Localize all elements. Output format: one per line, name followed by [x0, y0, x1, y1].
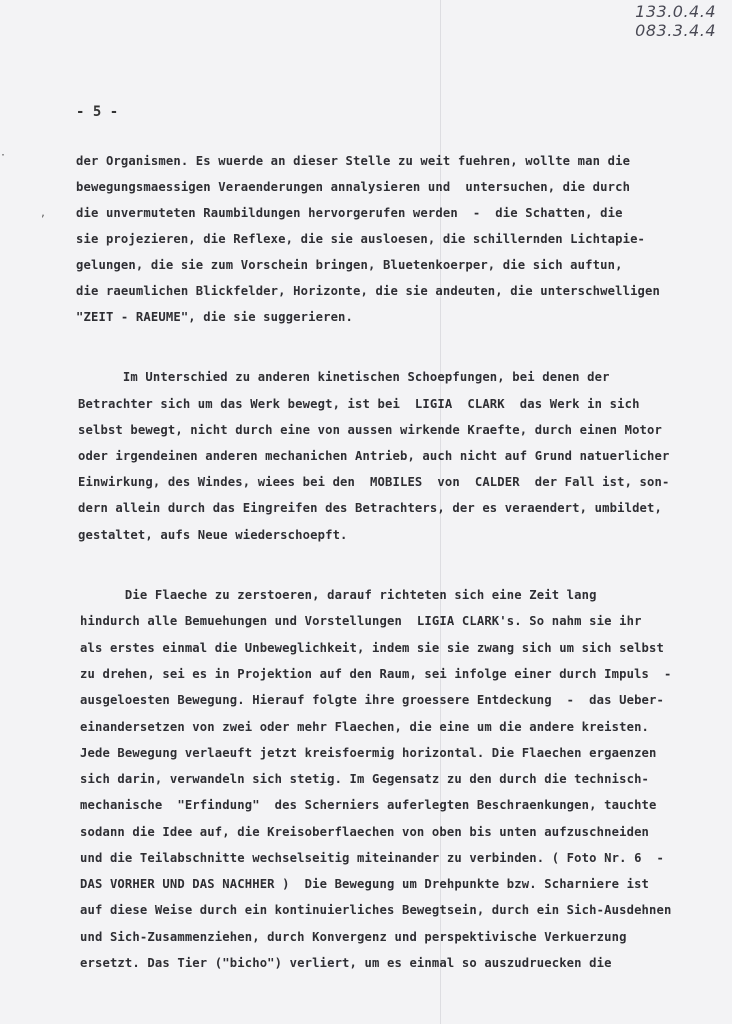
margin-mark: ‚: [40, 208, 47, 219]
archive-code-line-1: 133.0.4.4: [635, 2, 716, 21]
text-line: und Sich-Zusammenziehen, durch Konvergenz und perspektivische Verkuerzung: [80, 930, 627, 944]
text-line: ausgeloesten Bewegung. Hierauf folgte ihre groessere Entdeckung - das Ueber-: [80, 693, 665, 707]
text-line: Betrachter sich um das Werk bewegt, ist bei LIGIA CLARK das Werk in sich: [78, 397, 640, 411]
text-line: einandersetzen von zwei oder mehr Flaechen, die eine um die andere kreisten.: [80, 720, 650, 734]
text-line: "ZEIT - RAEUME", die sie suggerieren.: [76, 310, 354, 324]
text-line: die unvermuteten Raumbildungen hervorgerufen werden - die Schatten, die: [76, 206, 623, 220]
text-line: sie projezieren, die Reflexe, die sie ausloesen, die schillernden Lichtapie-: [76, 232, 646, 246]
text-line: die raeumlichen Blickfelder, Horizonte, die sie andeuten, die unterschwelligen: [76, 284, 661, 298]
text-line: sich darin, verwandeln sich stetig. Im Gegensatz zu den durch die technisch-: [80, 772, 650, 786]
text-line: ersetzt. Das Tier ("bicho") verliert, um es einmal so auszudruecken die: [80, 956, 612, 970]
text-line: Jede Bewegung verlaeuft jetzt kreisfoermig horizontal. Die Flaechen ergaenzen: [80, 746, 657, 760]
text-line: selbst bewegt, nicht durch eine von aussen wirkende Kraefte, durch einen Motor: [78, 423, 663, 437]
text-line: oder irgendeinen anderen mechanichen Antrieb, auch nicht auf Grund natuerlicher: [78, 449, 670, 463]
text-line: hindurch alle Bemuehungen und Vorstellungen LIGIA CLARK's. So nahm sie ihr: [80, 614, 642, 628]
text-line: auf diese Weise durch ein kontinuierliches Bewegtsein, durch ein Sich-Ausdehnen: [80, 903, 672, 917]
text-line: dern allein durch das Eingreifen des Betrachters, der es veraendert, umbildet,: [78, 501, 663, 515]
text-line: Im Unterschied zu anderen kinetischen Schoepfungen, bei denen der: [78, 370, 610, 384]
text-line: und die Teilabschnitte wechselseitig miteinander zu verbinden. ( Foto Nr. 6 -: [80, 851, 665, 865]
text-line: zu drehen, sei es in Projektion auf den Raum, sei infolge einer durch Impuls -: [80, 667, 672, 681]
margin-mark: ·: [0, 150, 7, 161]
archive-code-line-2: 083.3.4.4: [635, 21, 716, 40]
text-line: sodann die Idee auf, die Kreisoberflaechen von oben bis unten aufzuschneiden: [80, 825, 650, 839]
text-line: gestaltet, aufs Neue wiederschoepft.: [78, 528, 348, 542]
archive-code: [635, 2, 716, 40]
text-line: als erstes einmal die Unbeweglichkeit, indem sie sie zwang sich um sich selbst: [80, 641, 665, 655]
text-line: der Organismen. Es wuerde an dieser Stelle zu weit fuehren, wollte man die: [76, 154, 631, 168]
page-number: - 5 -: [76, 104, 119, 120]
text-line: DAS VORHER UND DAS NACHHER ) Die Bewegung um Drehpunkte bzw. Scharniere ist: [80, 877, 650, 891]
text-line: bewegungsmaessigen Veraenderungen annalysieren und untersuchen, die durch: [76, 180, 631, 194]
text-line: gelungen, die sie zum Vorschein bringen, Bluetenkoerper, die sich auftun,: [76, 258, 623, 272]
text-line: Die Flaeche zu zerstoeren, darauf richteten sich eine Zeit lang: [80, 588, 597, 602]
text-line: Einwirkung, des Windes, wiees bei den MOBILES von CALDER der Fall ist, son-: [78, 475, 670, 489]
text-line: mechanische "Erfindung" des Scherniers auferlegten Beschraenkungen, tauchte: [80, 798, 657, 812]
